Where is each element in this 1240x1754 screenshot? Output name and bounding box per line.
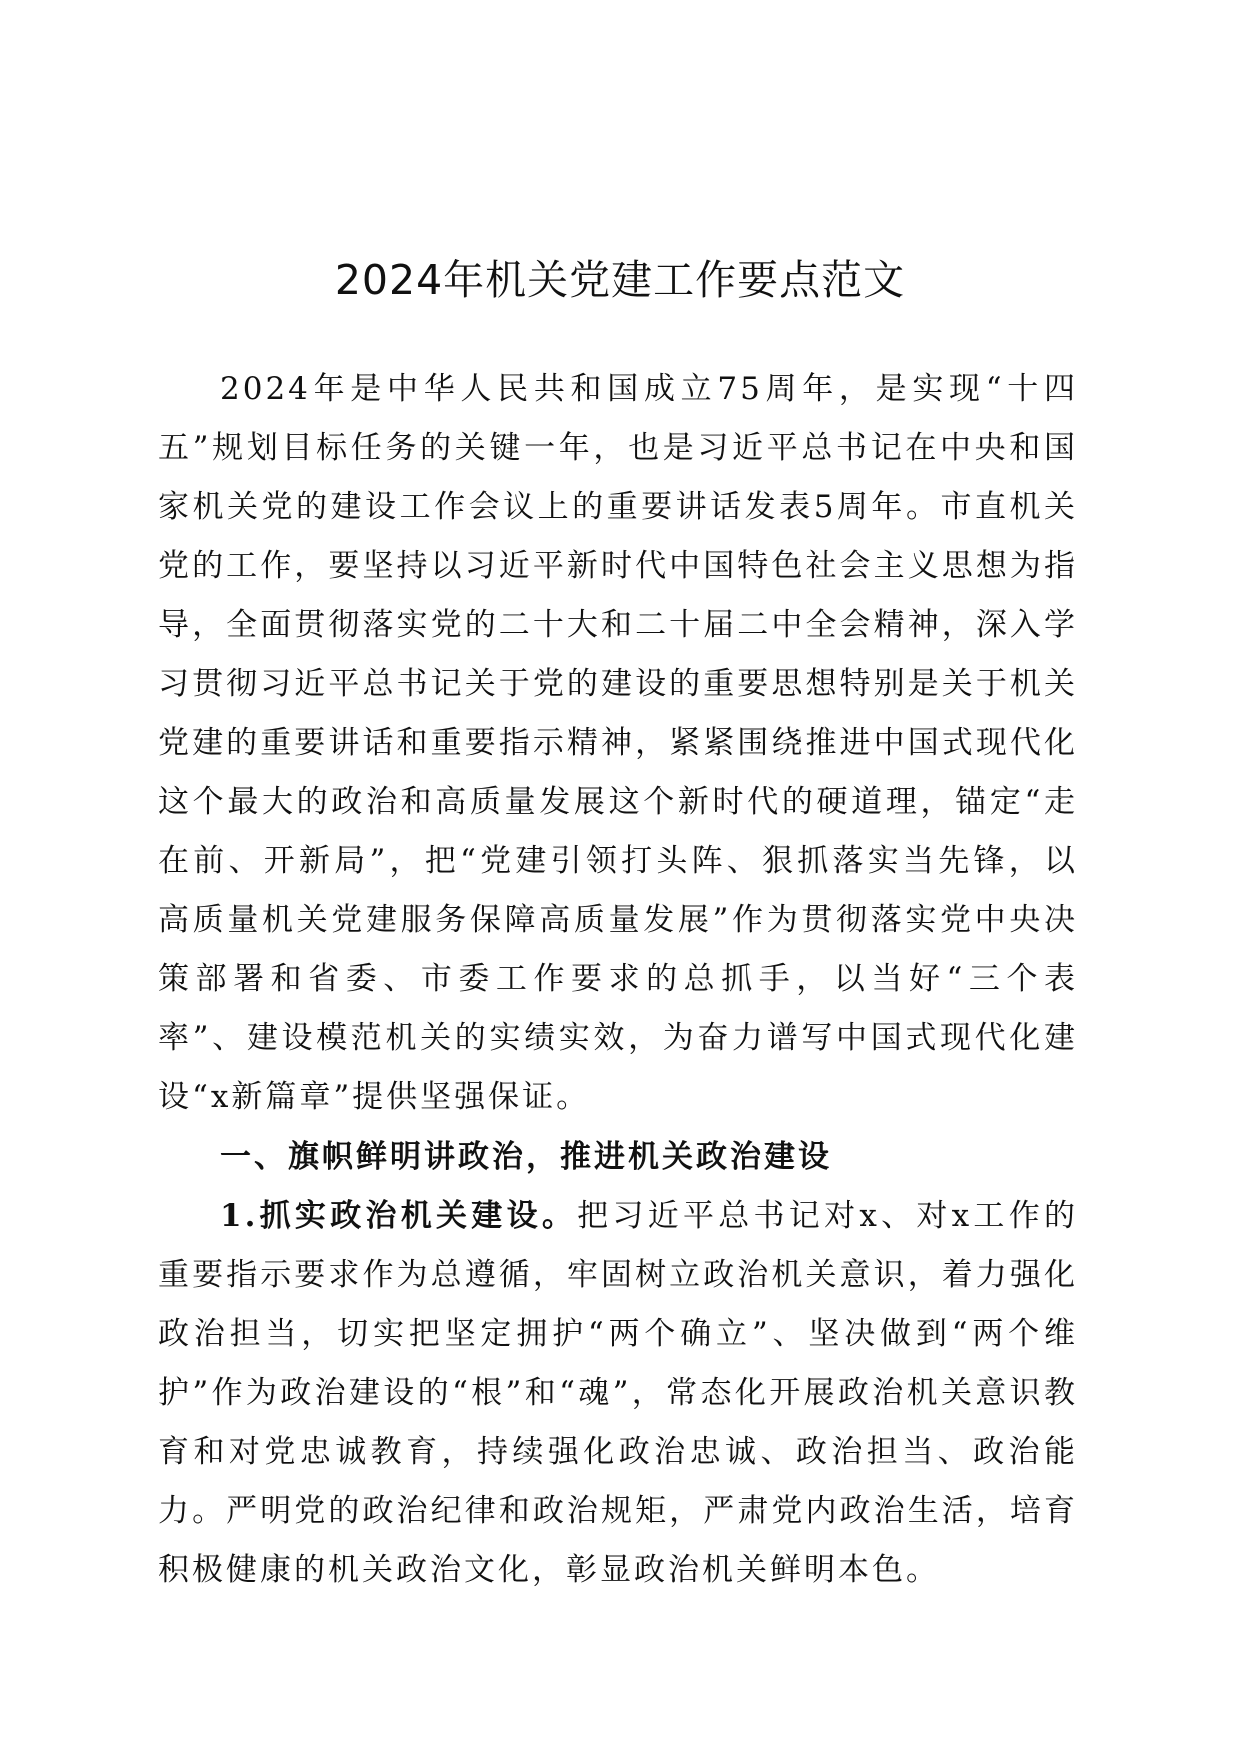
item-paragraph [158, 1187, 1078, 1600]
item-lead: 1.抓实政治机关建设。 [220, 1198, 578, 1234]
intro-paragraph: 2024年是中华人民共和国成立75周年，是实现“十四五”规划目标任务的关键一年，也是习近平总书记在中央和国家机关党的建设工作会议上的重要讲话发表5周年。市直机关党的工作，要坚持以习近平新时代中国特色社会主义思想为指导，全面贯彻落实党的二十大和二十届二中全会精神，深入学习贯彻习近平总书记关于党的建设的重要思想特别是关于机关党建的重要讲话和重要指示精神，紧紧围绕推进中国式现代化这个最大的政治和高质量发展这个新时代的硬道理，锚定“走在前、开新局”，把“党建引领打头阵、狠抓落实当先锋，以高质量机关党建服务保障高质量发展”作为贯彻落实党中央决策部署和省委、市委工作要求的总抓手，以当好“三个表率”、建设模范机关的实绩实效，为奋力谱写中国式现代化建设“x新篇章”提供坚强保证。 [158, 371, 1078, 1115]
item-text: 把习近平总书记对x、对x工作的重要指示要求作为总遵循，牢固树立政治机关意识，着力强化政治担当，切实把坚定拥护“两个确立”、坚决做到“两个维护”作为政治建设的“根”和“魂”，常态化开展政治机关意识教育和对党忠诚教育，持续强化政治忠诚、政治担当、政治能力。严明党的政治纪律和政治规矩，严肃党内政治生活，培育积极健康的机关政治文化，彰显政治机关鲜明本色。 [158, 1198, 1078, 1588]
section-heading: 一、旗帜鲜明讲政治，推进机关政治建设 [220, 1139, 832, 1175]
document-title: 2024年机关党建工作要点范文 [334, 256, 906, 304]
document-body [158, 360, 1078, 1600]
